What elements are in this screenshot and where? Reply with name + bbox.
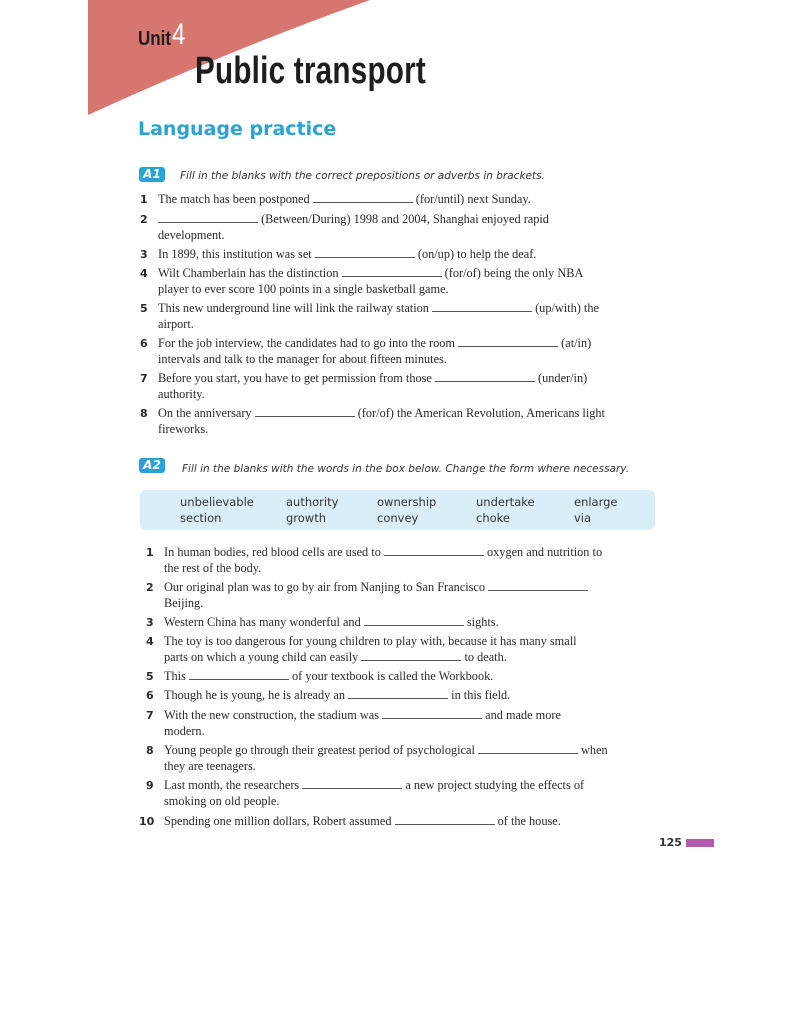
word-box-item: choke: [476, 511, 510, 525]
a1-item-text: fireworks.: [158, 422, 209, 436]
a2-item-text: modern.: [164, 724, 205, 738]
unit-label: Unit: [138, 28, 172, 50]
a2-item-9: [164, 777, 659, 809]
a2-item-text: Though he is young, he is already an: [164, 688, 349, 702]
a2-badge: A2: [139, 458, 165, 473]
a2-item-text: smoking on old people.: [164, 794, 280, 808]
a2-item-text: Our original plan was to go by air from Nanjing to San Francisco: [164, 580, 489, 594]
a2-item-number: 2: [146, 581, 154, 594]
a1-item-number: 6: [140, 337, 148, 350]
a1-item-text: (at/in): [558, 336, 592, 350]
a1-item-1: [158, 191, 531, 207]
a1-item-3: [158, 246, 536, 262]
a1-item-number: 3: [140, 248, 148, 261]
page-number: 125: [659, 836, 682, 849]
a2-item-text: of the house.: [494, 814, 561, 828]
a2-item-text: Beijing.: [164, 596, 204, 610]
a1-item-text: For the job interview, the candidates had to go into the room: [158, 336, 459, 350]
a2-item-text: Young people go through their greatest period of psychological: [164, 743, 478, 757]
word-box-item: section: [180, 511, 222, 525]
a2-instruction: Fill in the blanks with the words in the box below. Change the form where necessary.: [182, 463, 630, 475]
a2-item-number: 6: [146, 689, 154, 702]
a2-item-text: Spending one million dollars, Robert assumed: [164, 814, 395, 828]
answer-blank[interactable]: [458, 336, 558, 347]
a2-item-text: a new project studying the effects of: [402, 778, 585, 792]
a2-item-5: [164, 668, 493, 684]
answer-blank[interactable]: [478, 743, 578, 754]
a1-item-text: (for/of) being the only NBA: [441, 266, 584, 280]
a1-item-text: (Between/During) 1998 and 2004, Shanghai enjoyed rapid: [258, 212, 549, 226]
a2-item-text: oxygen and nutrition to: [483, 545, 603, 559]
answer-blank[interactable]: [361, 650, 461, 661]
a2-item-text: sights.: [463, 615, 499, 629]
a2-item-text: With the new construction, the stadium was: [164, 708, 383, 722]
a1-item-8: [158, 405, 658, 437]
word-box-item: undertake: [476, 495, 535, 509]
word-box-item: enlarge: [574, 495, 618, 509]
a1-item-text: authority.: [158, 387, 205, 401]
a1-item-5: [158, 300, 653, 332]
answer-blank[interactable]: [364, 615, 464, 626]
a2-item-7: [164, 707, 659, 739]
a1-item-number: 8: [140, 407, 148, 420]
word-box-item: via: [574, 511, 592, 525]
a2-item-number: 3: [146, 616, 154, 629]
a2-item-10: [164, 813, 561, 829]
a1-item-4: [158, 265, 648, 297]
answer-blank[interactable]: [255, 406, 355, 417]
answer-blank[interactable]: [189, 669, 289, 680]
a2-item-text: Last month, the researchers: [164, 778, 303, 792]
a2-item-number: 7: [146, 709, 154, 722]
a2-item-text: In human bodies, red blood cells are used to: [164, 545, 384, 559]
a2-item-text: to death.: [461, 650, 507, 664]
a2-item-6: [164, 687, 510, 703]
a1-item-text: development.: [158, 228, 225, 242]
answer-blank[interactable]: [313, 192, 413, 203]
word-box-item: convey: [377, 511, 419, 525]
word-box-item: authority: [286, 495, 339, 509]
a2-item-number: 10: [139, 815, 155, 828]
a1-item-number: 2: [140, 213, 148, 226]
a1-item-text: (for/of) the American Revolution, Americans light: [354, 406, 605, 420]
a1-item-7: [158, 370, 653, 402]
a1-item-text: intervals and talk to the manager for about fifteen minutes.: [158, 352, 447, 366]
a1-item-text: The match has been postponed: [158, 192, 313, 206]
a2-item-text: when: [577, 743, 608, 757]
a2-item-text: in this field.: [448, 688, 511, 702]
answer-blank[interactable]: [158, 212, 258, 223]
a1-item-text: Wilt Chamberlain has the distinction: [158, 266, 342, 280]
a1-item-6: [158, 335, 653, 367]
answer-blank[interactable]: [435, 371, 535, 382]
answer-blank[interactable]: [382, 708, 482, 719]
a1-item-number: 4: [140, 267, 148, 280]
answer-blank[interactable]: [488, 580, 588, 591]
a1-item-number: 1: [140, 193, 148, 206]
unit-number: 4: [172, 18, 186, 51]
a1-item-number: 7: [140, 372, 148, 385]
page-number-bar: [686, 839, 714, 847]
a2-item-4: [164, 633, 659, 665]
a1-instruction: Fill in the blanks with the correct prepositions or adverbs in brackets.: [180, 170, 545, 182]
a2-item-text: Western China has many wonderful and: [164, 615, 364, 629]
a1-item-text: Before you start, you have to get permission from those: [158, 371, 435, 385]
a2-item-text: the rest of the body.: [164, 561, 262, 575]
a2-item-number: 1: [146, 546, 154, 559]
answer-blank[interactable]: [395, 814, 495, 825]
answer-blank[interactable]: [342, 266, 442, 277]
answer-blank[interactable]: [302, 778, 402, 789]
a1-item-text: (up/with) the: [532, 301, 599, 315]
a1-item-text: player to ever score 100 points in a single basketball game.: [158, 282, 449, 296]
a2-item-number: 9: [146, 779, 154, 792]
a2-item-text: and made more: [482, 708, 561, 722]
a1-item-number: 5: [140, 302, 148, 315]
word-box-item: unbelievable: [180, 495, 254, 509]
a2-item-number: 8: [146, 744, 154, 757]
a1-item-text: In 1899, this institution was set: [158, 247, 315, 261]
a2-item-number: 4: [146, 635, 154, 648]
a1-item-text: On the anniversary: [158, 406, 255, 420]
a2-item-text: they are teenagers.: [164, 759, 256, 773]
a1-item-text: (for/until) next Sunday.: [412, 192, 531, 206]
a2-item-text: The toy is too dangerous for young children to play with, because it has many small: [164, 634, 577, 648]
answer-blank[interactable]: [384, 545, 484, 556]
word-box-item: ownership: [377, 495, 437, 509]
answer-blank[interactable]: [432, 301, 532, 312]
a2-item-number: 5: [146, 670, 154, 683]
a2-item-2: [164, 579, 659, 611]
answer-blank[interactable]: [315, 247, 415, 258]
a1-item-text: (under/in): [534, 371, 588, 385]
a2-item-1: [164, 544, 659, 576]
a1-item-text: This new underground line will link the railway station: [158, 301, 433, 315]
a1-item-2: [158, 211, 638, 243]
section-title: Language practice: [138, 118, 337, 140]
a1-item-text: airport.: [158, 317, 194, 331]
answer-blank[interactable]: [348, 688, 448, 699]
a1-item-text: (on/up) to help the deaf.: [414, 247, 537, 261]
a1-badge: A1: [139, 167, 165, 182]
a2-item-text: of your textbook is called the Workbook.: [288, 669, 494, 683]
word-box-item: growth: [286, 511, 327, 525]
a2-item-text: parts on which a young child can easily: [164, 650, 362, 664]
a2-item-3: [164, 614, 499, 630]
page-title: Public transport: [195, 50, 427, 92]
a2-item-text: This: [164, 669, 189, 683]
word-box: [140, 490, 655, 530]
a2-item-8: [164, 742, 659, 774]
